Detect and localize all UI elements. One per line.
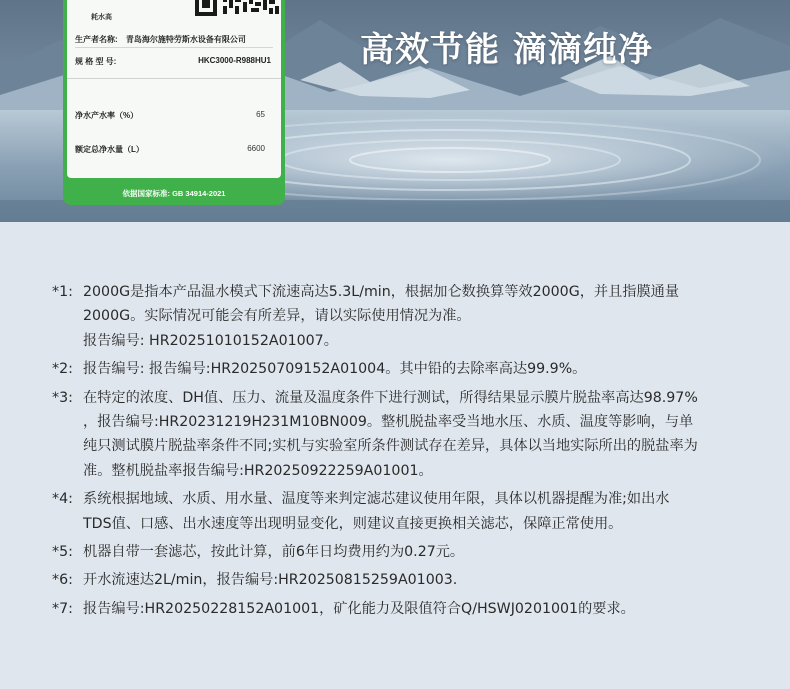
footnote-line: 纯只测试膜片脱盐率条件不同;实机与实验室所条件测试存在差异，具体以当地实际所出的脱盐率为 — [83, 438, 698, 455]
label-standard-footer: 依据国家标准: GB 34914-2021 — [122, 189, 226, 198]
footnote-line: ，报告编号:HR20231219H231M10BN009。整机脱盐率受当地水压、水质、温度等影响，与单 — [83, 414, 694, 431]
qr-code-icon — [189, 0, 281, 22]
footnote-body — [83, 280, 762, 353]
manufacturer-value: 青岛海尔施特劳斯水设备有限公司 — [125, 35, 246, 44]
footnote-marker: *2: — [52, 361, 73, 378]
spec-key-total-volume: 额定总净水量（L） — [75, 145, 144, 154]
footnote-3 — [52, 386, 762, 484]
hero-title: 高效节能 滴滴纯净 — [360, 30, 653, 70]
footnote-line: TDS值、口感、出水速度等出现明显变化，则建议直接更换相关滤芯，保障正常使用。 — [83, 515, 623, 532]
label-divider — [67, 78, 281, 79]
footnote-line: 开水流速达2L/min，报告编号:HR20250815259A01003. — [83, 572, 458, 589]
footnote-line: 机器自带一套滤芯，按此计算，前6年日均费用约为0.27元。 — [83, 544, 465, 561]
footnote-line: 准。整机脱盐率报告编号:HR20250922259A01001。 — [83, 462, 433, 479]
label-grade-text: 耗水高 — [91, 14, 112, 21]
footnote-body — [83, 597, 762, 621]
footnote-1 — [52, 280, 762, 353]
footnote-line: 报告编号: HR20251010152A01007。 — [83, 332, 338, 349]
footnote-body — [83, 357, 762, 381]
model-row — [75, 56, 271, 67]
footnote-marker: *7: — [52, 600, 73, 617]
footnote-marker: *5: — [52, 544, 73, 561]
manufacturer-row — [75, 34, 246, 45]
footnote-marker: *1: — [52, 284, 73, 300]
spec-key-yield: 净水产水率（%） — [75, 111, 139, 120]
footnote-line: 系统根据地域、水质、用水量、温度等来判定滤芯建议使用年限，具体以机器提醒为准;如出水 — [83, 491, 670, 508]
footnote-marker: *3: — [52, 389, 73, 406]
footnote-line: 在特定的浓度、DH值、压力、流量及温度条件下进行测试，所得结果显示膜片脱盐率高达98.97% — [83, 389, 698, 406]
footnote-6 — [52, 568, 762, 592]
footnote-body — [83, 487, 762, 536]
footnote-line: 2000G是指本产品温水模式下流速高达5.3L/min，根据加仑数换算等效2000G，并且指膜通量 — [83, 284, 680, 300]
footnotes-list — [52, 280, 762, 625]
footnote-4 — [52, 487, 762, 536]
footnote-marker: *4: — [52, 491, 73, 508]
spec-value-total-volume: 6600 — [247, 144, 265, 153]
footnote-body — [83, 540, 762, 564]
water-efficiency-label — [63, 0, 285, 205]
footnote-body — [83, 386, 762, 484]
footnote-body — [83, 568, 762, 592]
footnote-line: 报告编号: 报告编号:HR20250709152A01004。其中铅的去除率高达99.9%。 — [83, 361, 587, 378]
manufacturer-key: 生产者名称: — [75, 35, 118, 44]
model-key: 规 格 型 号: — [75, 57, 117, 66]
footnote-5 — [52, 540, 762, 564]
footnote-line: 2000G。实际情况可能会有所差异，请以实际使用情况为准。 — [83, 308, 471, 325]
spec-value-yield: 65 — [256, 110, 265, 119]
model-value: HKC3000-R988HU1 — [198, 56, 271, 65]
footnote-2 — [52, 357, 762, 381]
label-panel — [67, 0, 281, 178]
hero-banner — [0, 0, 790, 222]
footnote-marker: *6: — [52, 572, 73, 589]
footnote-7 — [52, 597, 762, 621]
footnote-line: 报告编号:HR20250228152A01001，矿化能力及限值符合Q/HSWJ0201001的要求。 — [83, 600, 635, 617]
